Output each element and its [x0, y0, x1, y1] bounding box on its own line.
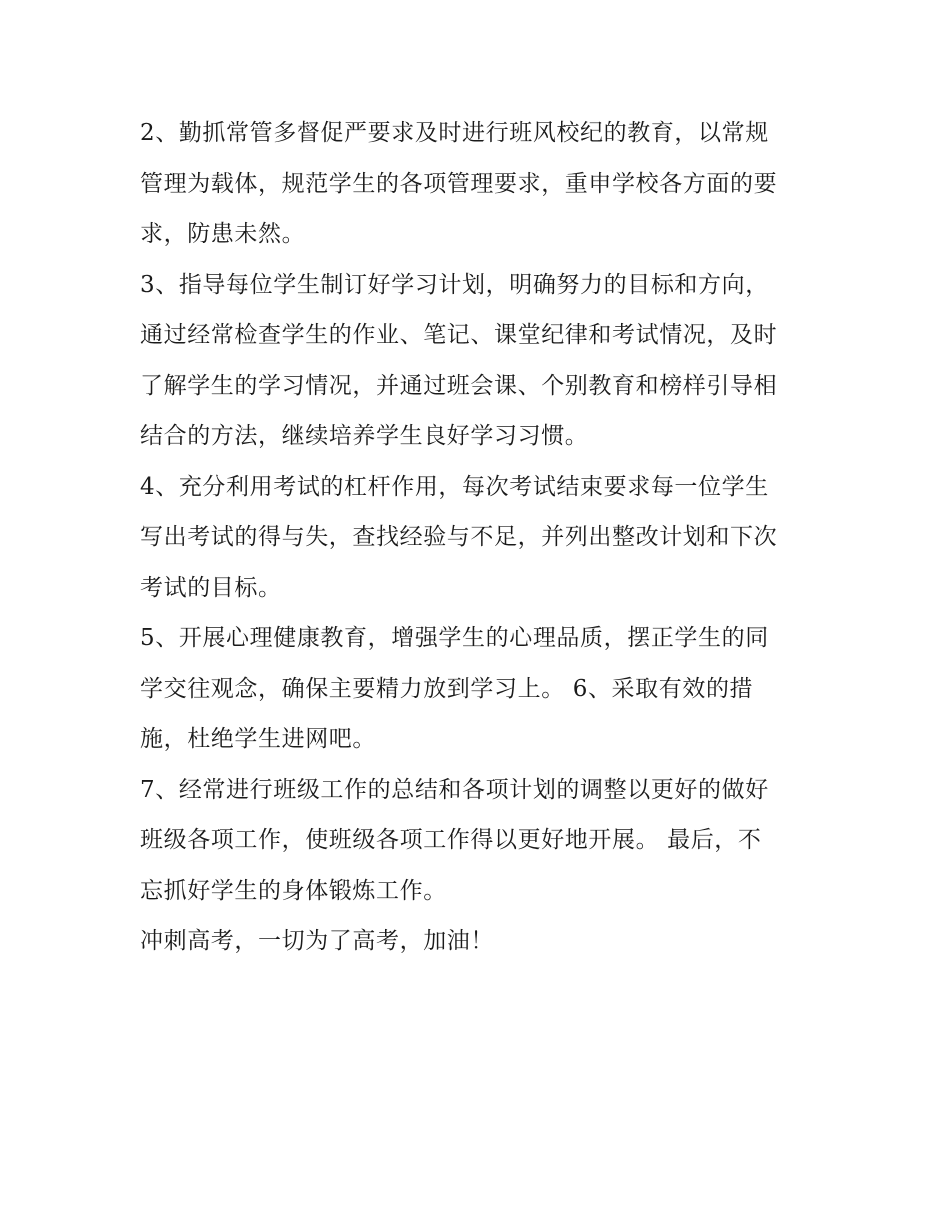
text-line: 结合的方法，继续培养学生良好学习习惯。 — [140, 423, 589, 449]
text-line: 写出考试的得与失，查找经验与不足，并列出整改计划和下次 — [140, 524, 778, 550]
paragraph-2 — [140, 108, 815, 260]
document-body — [140, 108, 815, 967]
text-line: 2、勤抓常管多督促严要求及时进行班风校纪的教育，以常规 — [140, 120, 769, 146]
text-line: 管理为载体，规范学生的各项管理要求，重申学校各方面的要 — [140, 170, 778, 197]
text-line: 了解学生的学习情况，并通过班会课、个别教育和榜样引导相 — [140, 372, 778, 399]
paragraph-3 — [140, 260, 815, 462]
text-line: 3、指导每位学生制订好学习计划，明确努力的目标和方向， — [140, 271, 769, 298]
text-line: 学交往观念，确保主要精力放到学习上。 6、采取有效的措 — [140, 675, 754, 702]
text-line: 4、充分利用考试的杠杆作用，每次考试结束要求每一位学生 — [140, 473, 769, 500]
closing-slogan — [140, 916, 815, 967]
text-line: 班级各项工作，使班级各项工作得以更好地开展。 最后，不 — [140, 827, 762, 853]
paragraph-5-6 — [140, 613, 815, 765]
text-line: 忘抓好学生的身体锻炼工作。 — [140, 877, 447, 904]
paragraph-7 — [140, 765, 815, 917]
text-line: 求，防患未然。 — [140, 221, 306, 247]
paragraph-4 — [140, 462, 815, 614]
text-line: 7、经常进行班级工作的总结和各项计划的调整以更好的做好 — [140, 776, 769, 803]
text-line: 考试的目标。 — [140, 574, 282, 601]
text-line: 通过经常检查学生的作业、笔记、课堂纪律和考试情况，及时 — [140, 322, 778, 348]
text-line: 冲刺高考，一切为了高考，加油！ — [140, 928, 494, 954]
text-line: 施，杜绝学生进网吧。 — [140, 726, 376, 752]
text-line: 5、开展心理健康教育，增强学生的心理品质，摆正学生的同 — [140, 625, 769, 651]
